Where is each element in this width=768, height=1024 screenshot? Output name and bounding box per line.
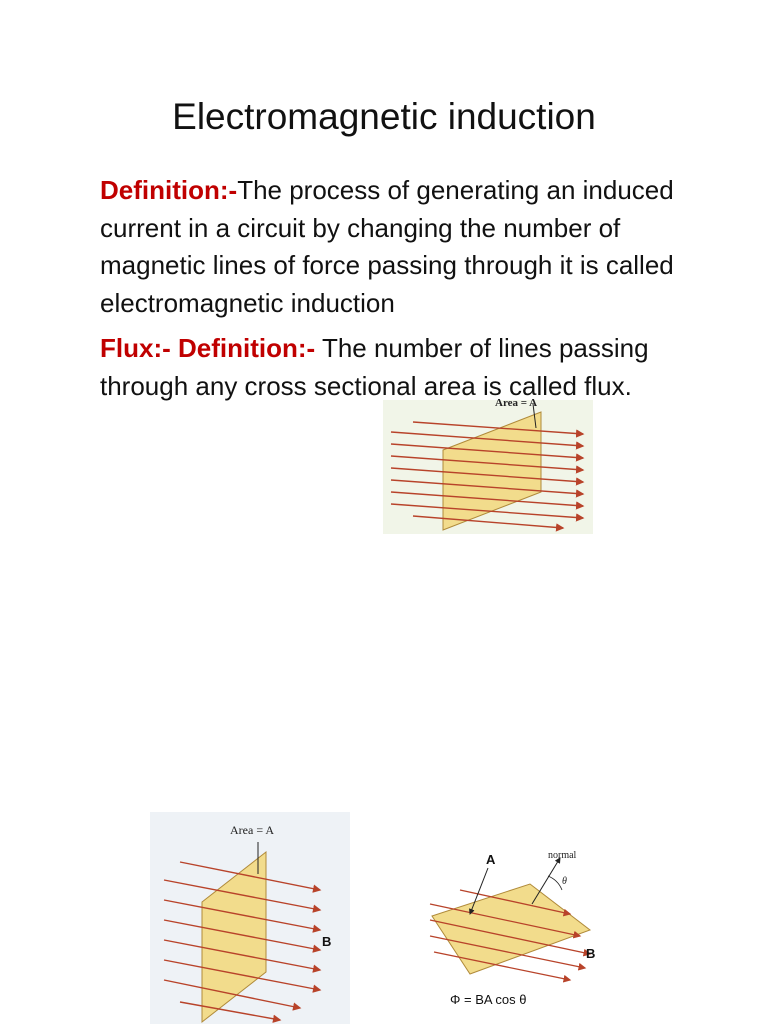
normal-label: normal (548, 850, 577, 861)
flux-text: The number of lines passing through any cross sectional area is called flux. (100, 333, 649, 401)
area-label: Area = A (495, 397, 538, 409)
definition-label: Definition:- (100, 175, 238, 205)
flux-diagram-top (383, 392, 593, 534)
flux-diagram-bottom-left (150, 812, 350, 1024)
flux-tilted-figure (420, 840, 620, 1024)
field-b-label: B (586, 946, 596, 961)
area-a-label: A (486, 852, 496, 867)
tilted-plate (432, 884, 590, 974)
flux-diagram-tilted (420, 840, 620, 1024)
area-label: Area = A (230, 823, 275, 837)
theta-arc (548, 876, 562, 890)
flux-area-figure-top (383, 392, 593, 534)
flux-formula: Φ = BA cos θ (450, 992, 527, 1007)
definition-paragraph (100, 172, 700, 322)
flux-area-figure-bottom-left (150, 812, 350, 1024)
flux-label: Flux:- Definition:- (100, 333, 316, 363)
theta-label: θ (562, 876, 567, 887)
page-title: Electromagnetic induction (172, 96, 596, 137)
definition-text: The process of generating an induced current in a circuit by changing the number of magnetic lines of force passing through it is called electromagnetic induction (100, 175, 674, 318)
field-b-label: B (322, 934, 332, 949)
